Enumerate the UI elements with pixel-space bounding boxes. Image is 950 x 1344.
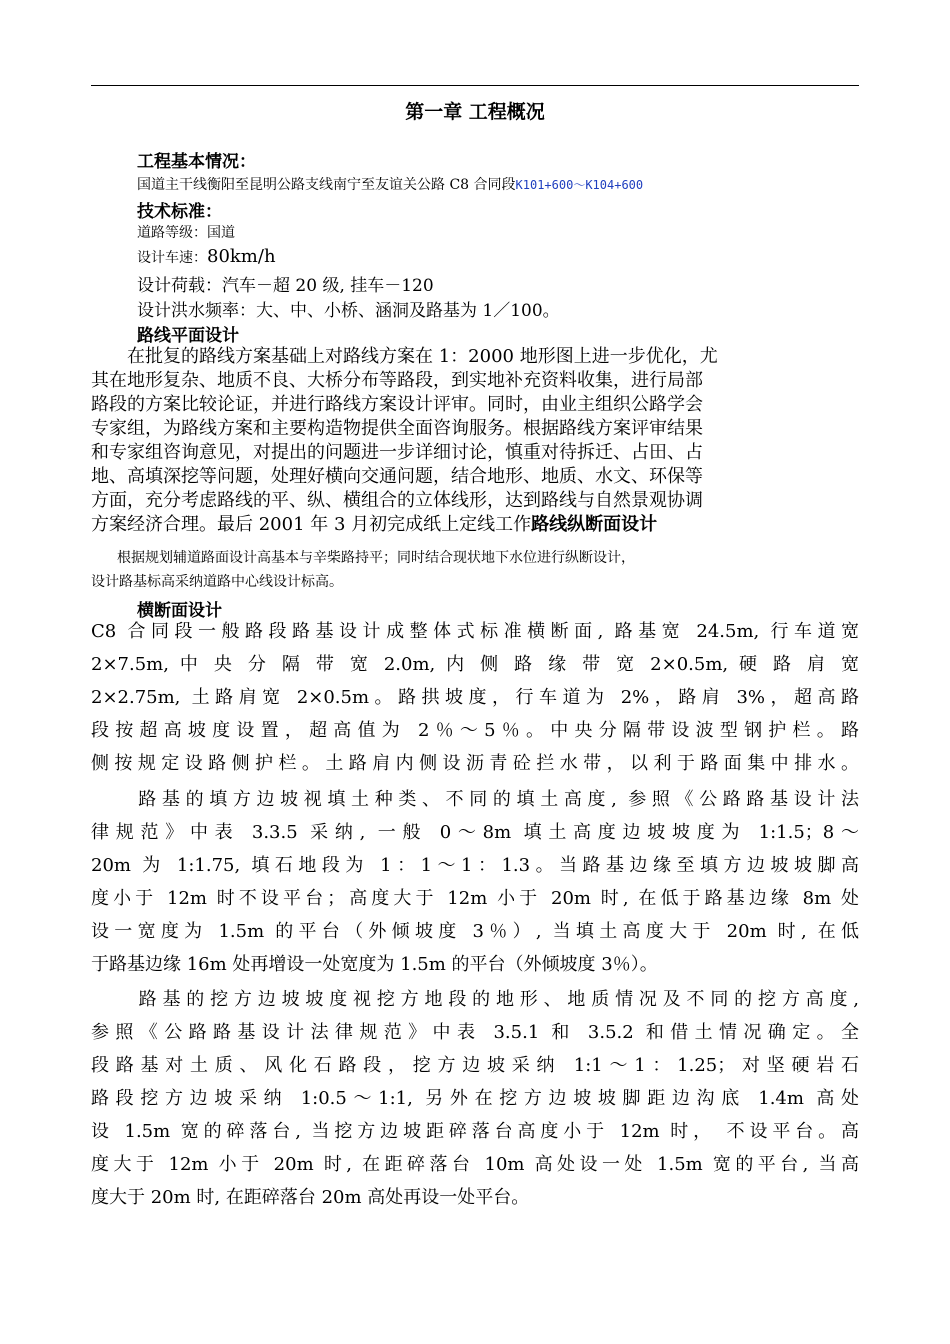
- route-plan-paragraph: [91, 345, 859, 537]
- cross-section-paragraph-2: [91, 783, 859, 981]
- heading-route-plan: 路线平面设计: [137, 326, 239, 346]
- paragraph-line: C8 合同段一般路段路基设计成整体式标准横断面, 路基宽 24.5m, 行车道宽: [91, 621, 859, 642]
- paragraph-line: 设一宽度为 1.5m 的平台（外倾坡度 3％）, 当填土高度大于 20m 时, 在低: [91, 921, 859, 942]
- paragraph-line-last: [91, 513, 859, 537]
- paragraph-line: 于路基边缘 16m 处再增设一处宽度为 1.5m 的平台（外倾坡度 3％）。: [91, 954, 658, 975]
- project-line-prefix: 国道主干线衡阳至昆明公路支线南宁至友谊关公路 C8 合同段: [137, 177, 516, 193]
- heading-longitudinal: 路线纵断面设计: [531, 514, 658, 535]
- design-load: 设计荷载：汽车－超 20 级, 挂车－120: [137, 276, 434, 296]
- heading-cross-section: 横断面设计: [137, 601, 222, 621]
- heading-tech-standards: 技术标准：: [137, 202, 222, 222]
- paragraph-line: 20m 为 1:1.75, 填石地段为 1：1～1：1.3。当路基边缘至填方边坡坡脚高: [91, 855, 859, 876]
- paragraph-line: 段按超高坡度设置，超高值为 2％～5％。中央分隔带设波型钢护栏。路: [91, 720, 859, 741]
- heading-project-basics: 工程基本情况：: [137, 152, 256, 172]
- paragraph-line: 侧按规定设路侧护栏。土路肩内侧设沥青砼拦水带，以利于路面集中排水。: [91, 753, 859, 774]
- paragraph-line: 在批复的路线方案基础上对路线方案在 1：2000 地形图上进一步优化，尤: [91, 346, 718, 367]
- design-speed-value: 80km/h: [207, 246, 276, 267]
- paragraph-line: 路段挖方边坡采纳 1:0.5～1:1, 另外在挖方边坡坡脚距边沟底 1.4m 高处: [91, 1088, 859, 1109]
- project-range: K101+600～K104+600: [515, 178, 644, 192]
- header-rule: [91, 85, 859, 86]
- paragraph-line: 2×7.5m, 中 央 分 隔 带 宽 2.0m, 内 侧 路 缘 带 宽 2×0.5m, 硬 路 肩 宽: [91, 654, 859, 675]
- cross-section-paragraph-3: [91, 983, 859, 1214]
- paragraph-line: 度小于 12m 时不设平台；高度大于 12m 小于 20m 时, 在低于路基边缘 8m 处: [91, 888, 859, 909]
- paragraph-line: 律规范》中表 3.3.5 采纳, 一般 0～8m 填土高度边坡坡度为 1:1.5；8～: [91, 822, 859, 843]
- paragraph-line: 度大于 20m 时, 在距碎落台 20m 高处再设一处平台。: [91, 1187, 530, 1208]
- paragraph-line: 设 1.5m 宽的碎落台, 当挖方边坡距碎落台高度小于 12m 时， 不设平台。高: [91, 1121, 859, 1142]
- longitudinal-line-1: 根据规划辅道路面设计高基本与辛柴路持平；同时结合现状地下水位进行纵断设计，: [117, 550, 635, 566]
- design-speed-label: 设计车速：: [137, 250, 207, 266]
- paragraph-line: 参照《公路路基设计法律规范》中表 3.5.1 和 3.5.2 和借土情况确定。全: [91, 1022, 859, 1043]
- chapter-title: 第一章 工程概况: [405, 101, 545, 123]
- project-line: [137, 174, 643, 194]
- paragraph-line: 地、高填深挖等问题，处理好横向交通问题，结合地形、地质、水文、环保等: [91, 466, 703, 487]
- design-speed: [137, 246, 276, 267]
- paragraph-line: 其在地形复杂、地质不良、大桥分布等路段，到实地补充资料收集，进行局部: [91, 370, 703, 391]
- paragraph-line: 段路基对土质、风化石路段，挖方边坡采纳 1:1～1：1.25；对坚硬岩石: [91, 1055, 859, 1076]
- paragraph-line: 路基的填方边坡视填土种类、不同的填土高度, 参照《公路路基设计法: [91, 789, 859, 810]
- paragraph-line: 和专家组咨询意见，对提出的问题进一步详细讨论，慎重对待拆迁、占田、占: [91, 442, 703, 463]
- paragraph-line: 度大于 12m 小于 20m 时, 在距碎落台 10m 高处设一处 1.5m 宽的平台, 当高: [91, 1154, 859, 1175]
- paragraph-line: 专家组，为路线方案和主要构造物提供全面咨询服务。根据路线方案评审结果: [91, 418, 703, 439]
- flood-frequency: 设计洪水频率：大、中、小桥、涵洞及路基为 1／100。: [137, 301, 560, 321]
- paragraph-line: 2×2.75m, 土路肩宽 2×0.5m。路拱坡度，行车道为 2%，路肩 3%，超高路: [91, 687, 859, 708]
- paragraph-line: 路段的方案比较论证，并进行路线方案设计评审。同时，由业主组织公路学会: [91, 394, 703, 415]
- cross-section-paragraph-1: [91, 615, 859, 780]
- paragraph-line: 方面，充分考虑路线的平、纵、横组合的立体线形，达到路线与自然景观协调: [91, 490, 703, 511]
- road-grade: 道路等级：国道: [137, 225, 235, 241]
- paragraph-line: 路基的挖方边坡坡度视挖方地段的地形、地质情况及不同的挖方高度,: [91, 989, 859, 1010]
- paragraph-last-text: 方案经济合理。最后 2001 年 3 月初完成纸上定线工作: [91, 514, 532, 535]
- longitudinal-line-2: 设计路基标高采纳道路中心线设计标高。: [91, 574, 343, 590]
